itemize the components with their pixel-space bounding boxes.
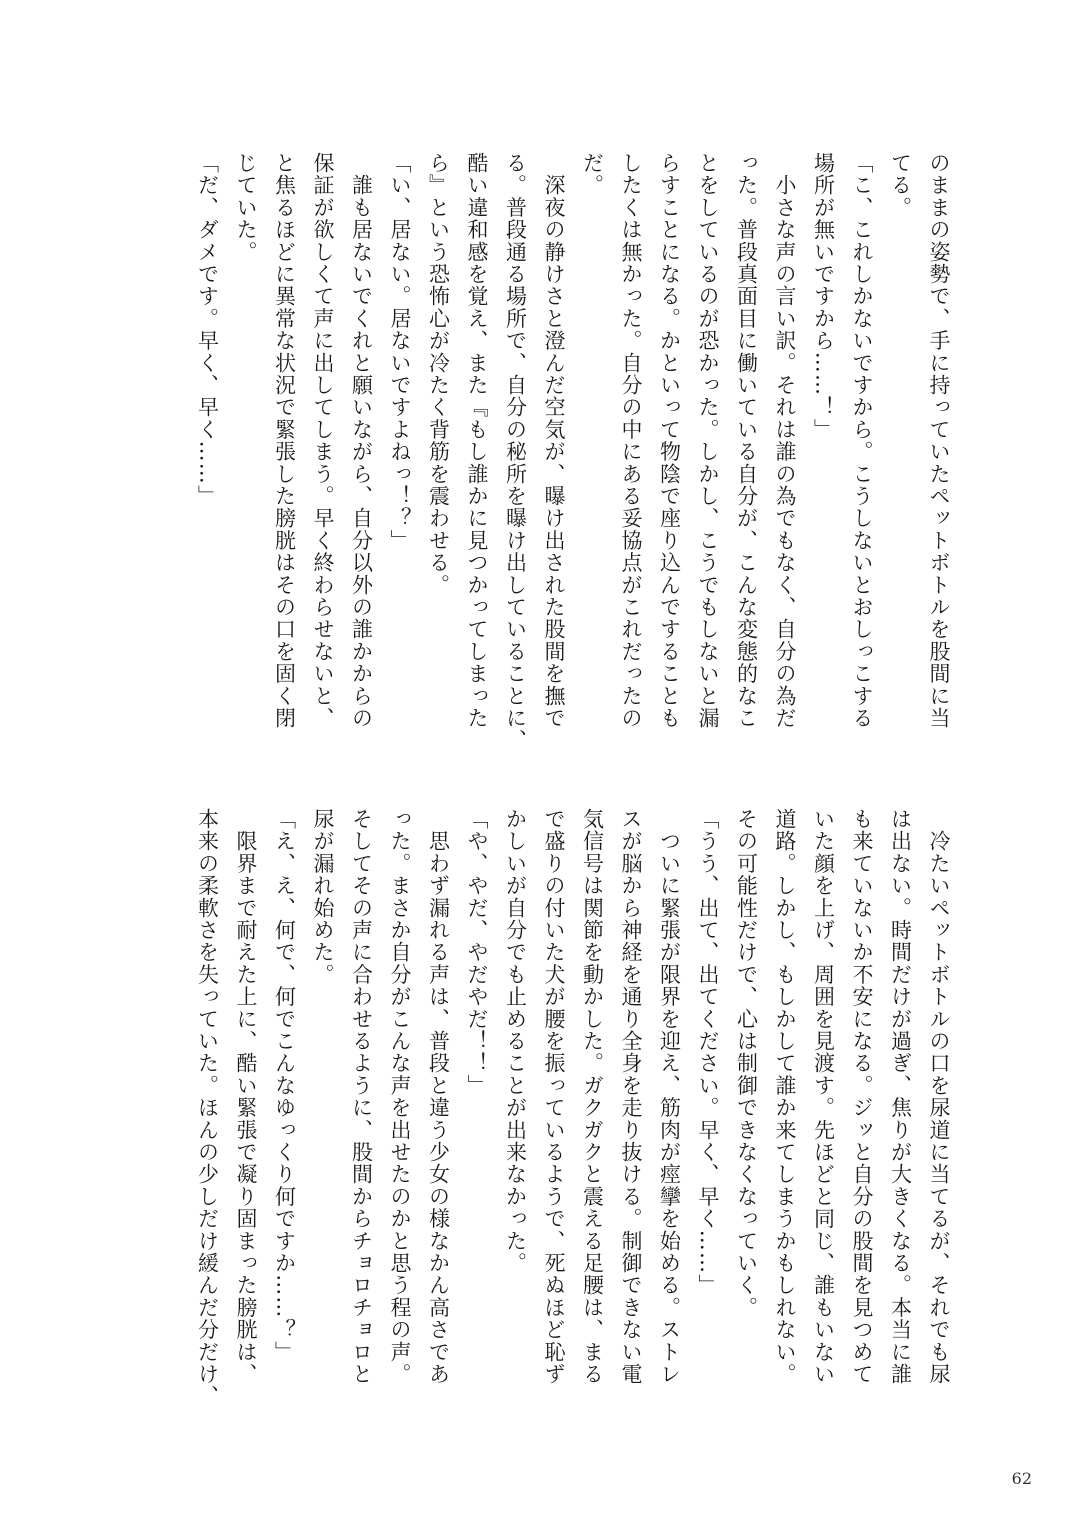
text-line: 限界まで耐えた上に、酷い緊張で凝り固まった膀胱は、	[234, 808, 258, 1386]
text-line: った。まさか自分がこんな声を出せたのかと思う程の声。	[388, 808, 412, 1386]
text-line: 「え、え、何で、何でこんなゆっくり何ですか……？」	[272, 808, 297, 1363]
text-line: 「や、やだ、やだやだ！！」	[465, 808, 489, 1097]
text-line: らすことになる。かといって物陰で座り込んですることも	[657, 152, 682, 730]
text-line: とをしているのが恐かった。しかし、こうでもしないと漏	[696, 152, 720, 730]
text-line: 冷たいペットボトルの口を尿道に当てるが、それでも尿	[927, 808, 951, 1386]
page-number: 62	[1011, 1469, 1032, 1488]
text-line: 尿が漏れ始めた。	[311, 808, 335, 986]
text-line: そしてその声に合わせるように、股間からチョロチョロと	[349, 808, 374, 1386]
text-line: だ。	[580, 152, 605, 197]
text-line: かしいが自分でも止めることが出来なかった。	[503, 808, 528, 1275]
lower-text-column	[158, 808, 958, 1412]
text-line: 小さな声の言い訳。それは誰の為でもなく、自分の為だ	[773, 152, 797, 730]
text-line: 「こ、これしかないですから。こうしないとおしっこする	[850, 152, 874, 730]
text-line: てる。	[888, 152, 913, 219]
text-line: 気信号は関節を動かした。ガクガクと震える足腰は、まる	[580, 808, 605, 1386]
upper-text-column	[158, 152, 958, 756]
text-line: で盛りの付いた犬が腰を振っているようで、死ぬほど恥ず	[542, 808, 566, 1386]
text-line: じていた。	[234, 152, 258, 263]
text-line: は出ない。時間だけが過ぎ、焦りが大きくなる。本当に誰	[888, 808, 913, 1386]
text-line: る。普段通る場所で、自分の秘所を曝け出していることに、	[503, 152, 528, 752]
text-line: 「だ、ダメです。早く、早く……」	[195, 152, 220, 508]
text-line: 保証が欲しくて声に出してしまう。早く終わらせないと、	[311, 152, 335, 730]
text-line: 「い、居ない。居ないですよねっ！？」	[388, 152, 412, 552]
text-line: 深夜の静けさと澄んだ空気が、曝け出された股間を撫で	[542, 152, 566, 730]
text-line: ついに緊張が限界を迎え、筋肉が痙攣を始める。ストレ	[657, 808, 682, 1386]
text-line: いた顔を上げ、周囲を見渡す。先ほどと同じ、誰もいない	[811, 808, 836, 1386]
text-line: 道路。しかし、もしかして誰か来てしまうかもしれない。	[773, 808, 797, 1386]
text-line: 思わず漏れる声は、普段と違う少女の様なかん高さであ	[426, 808, 451, 1386]
text-line: ら』という恐怖心が冷たく背筋を震わせる。	[426, 152, 451, 596]
text-line: 酷い違和感を覚え、また『もし誰かに見つかってしまった	[465, 152, 489, 730]
text-line: 場所が無いですから……！」	[811, 152, 836, 441]
text-line: したくは無かった。自分の中にある妥協点がこれだったの	[619, 152, 643, 730]
text-line: のままの姿勢で、手に持っていたペットボトルを股間に当	[927, 152, 951, 730]
text-line: 本来の柔軟さを失っていた。ほんの少しだけ緩んだ分だけ、	[195, 808, 220, 1408]
text-line: も来ていないか不安になる。ジッと自分の股間を見つめて	[850, 808, 874, 1386]
text-line: と焦るほどに異常な状況で緊張した膀胱はその口を固く閉	[272, 152, 297, 730]
text-line: 誰も居ないでくれと願いながら、自分以外の誰かからの	[349, 152, 374, 730]
text-line: 「うう、出て、出てください。早く、早く……」	[696, 808, 720, 1297]
text-line: スが脳から神経を通り全身を走り抜ける。制御できない電	[619, 808, 643, 1386]
text-line: その可能性だけで、心は制御できなくなっていく。	[734, 808, 759, 1319]
text-line: った。普段真面目に働いている自分が、こんな変態的なこ	[734, 152, 759, 730]
